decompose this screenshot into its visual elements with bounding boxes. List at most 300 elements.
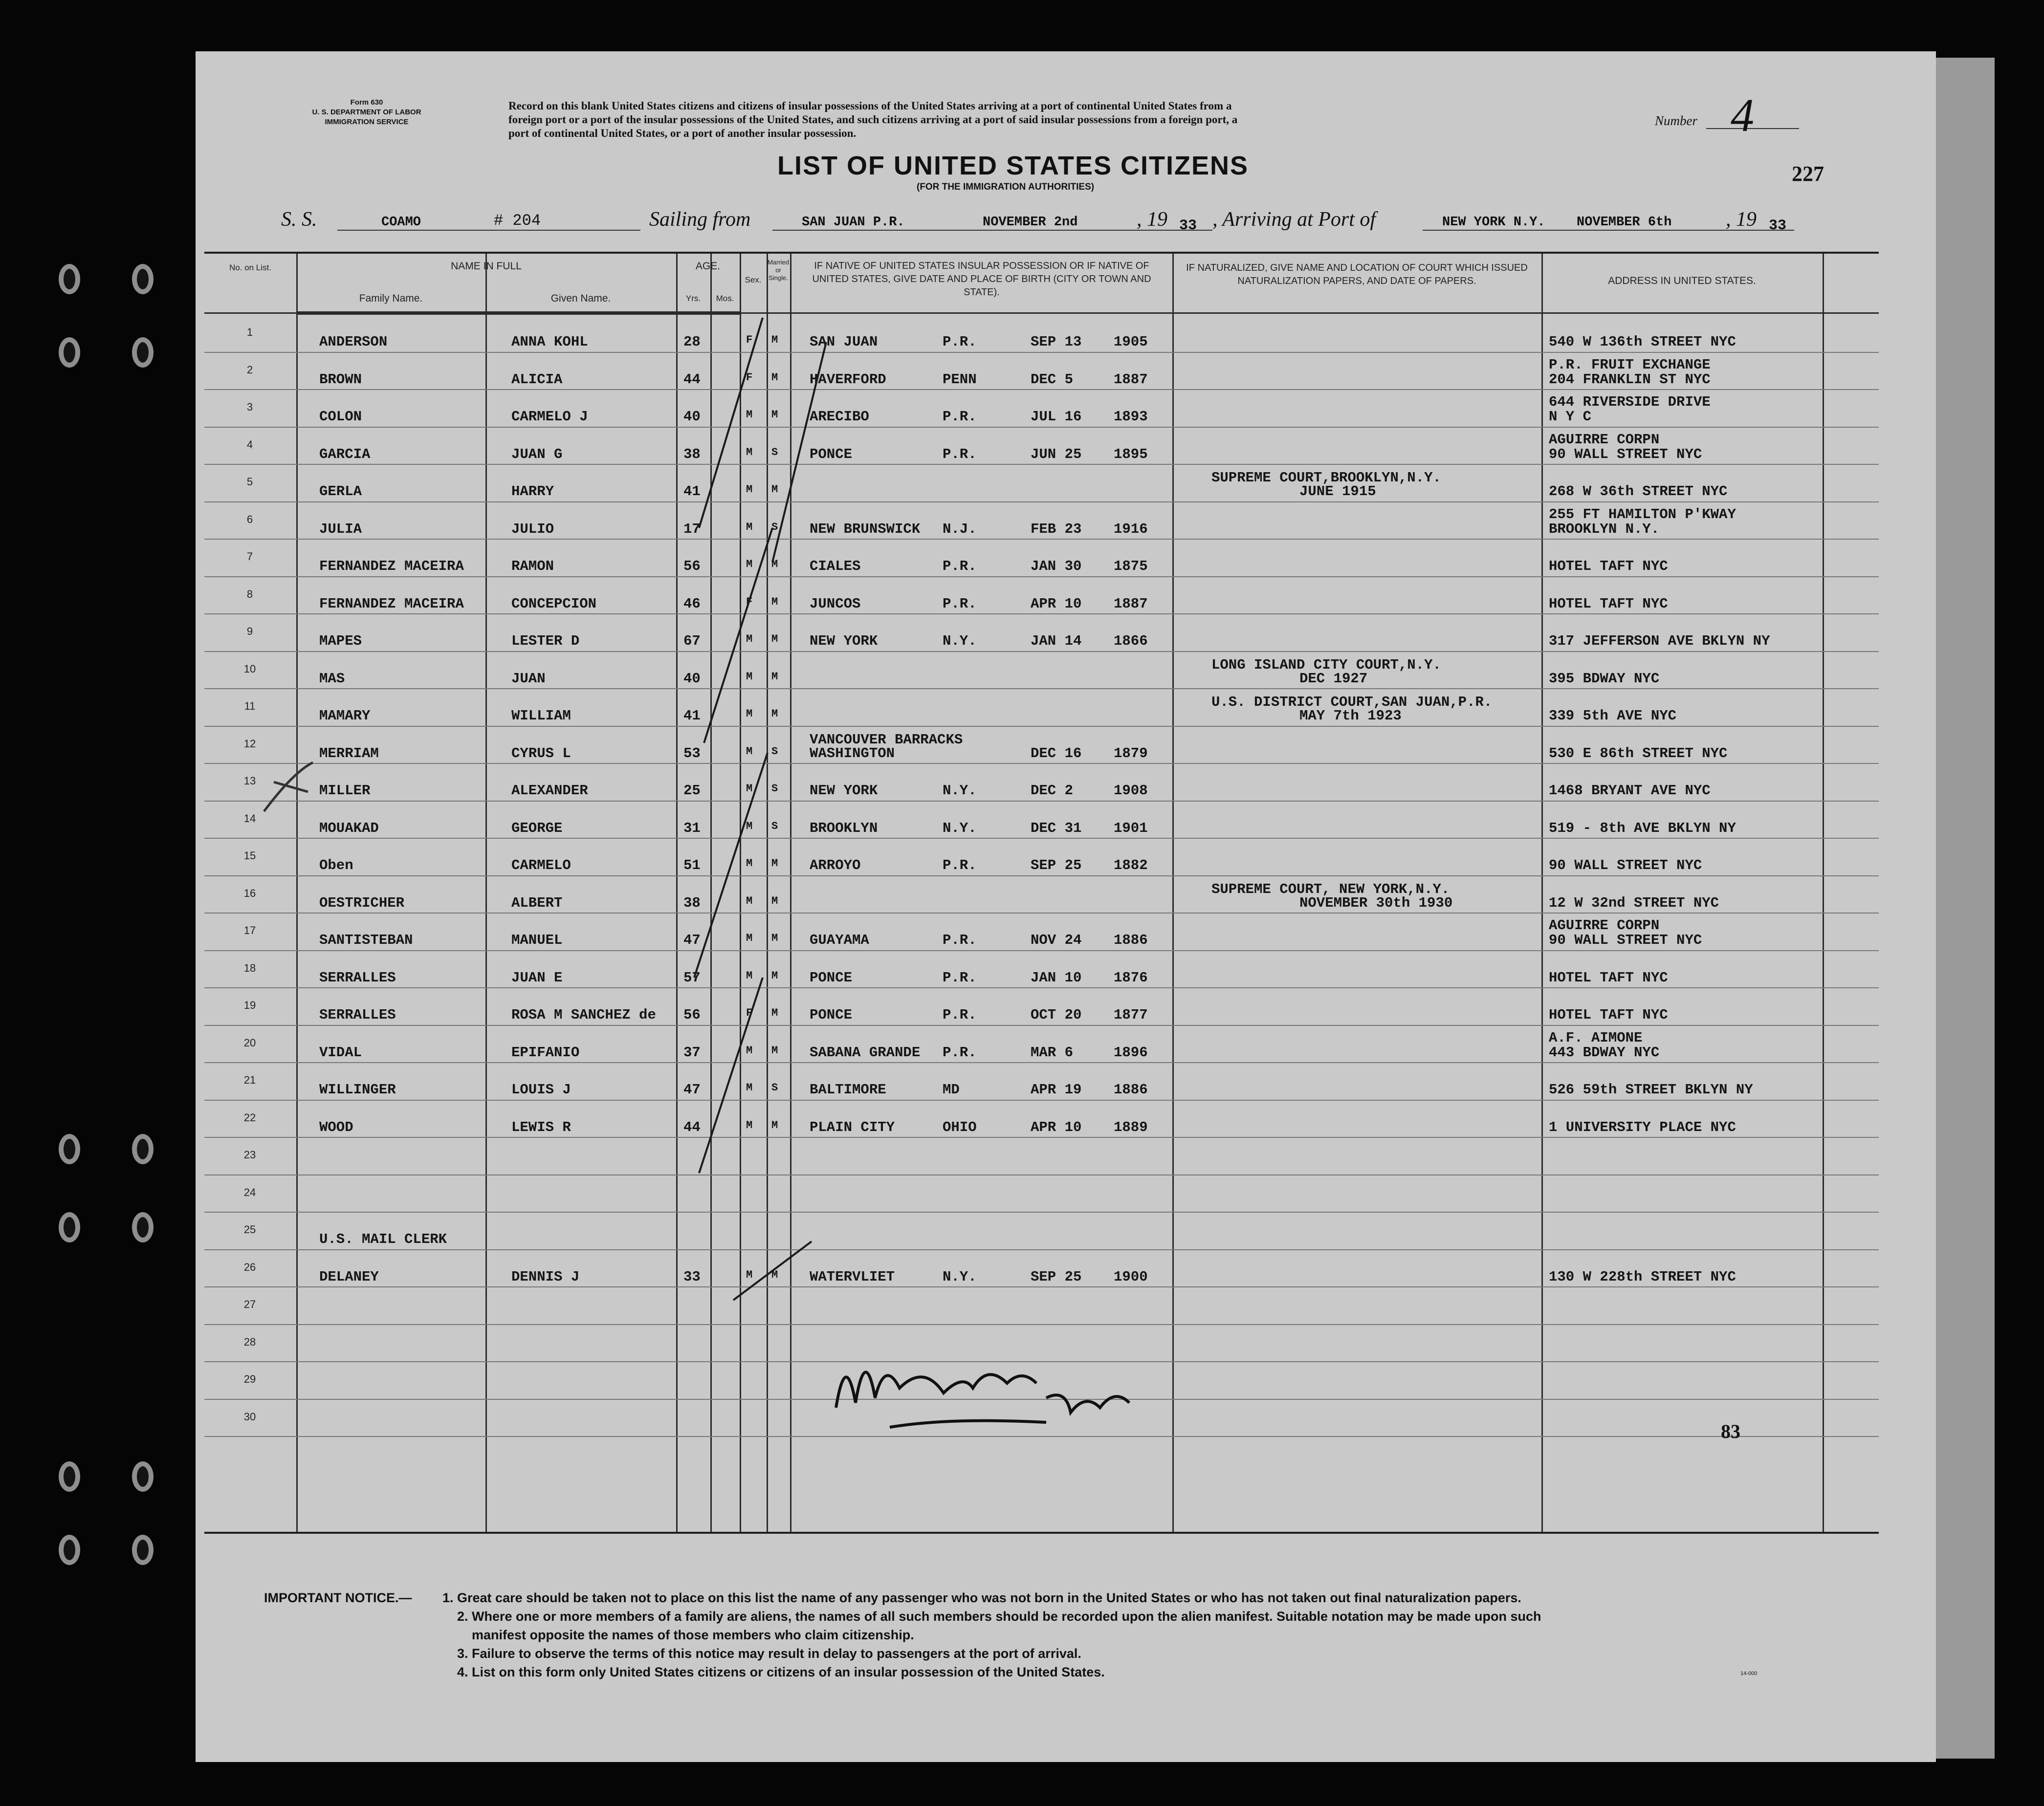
age-cell: 56 [683, 558, 701, 574]
birth-year-cell: 1916 [1114, 521, 1148, 537]
instructions-line-1: Record on this blank United States citizens and citizens of insular possessions of the United States arriving at a port of continental United States from a [508, 100, 1232, 112]
row-number: 7 [246, 550, 253, 563]
margin-scribble [264, 762, 313, 811]
address-line-1: 395 BDWAY NYC [1549, 670, 1660, 687]
birth-date-cell: JAN 10 [1031, 969, 1082, 986]
court-name-cell: LONG ISLAND CITY COURT,N.Y. [1211, 656, 1441, 673]
row-number: 25 [243, 1223, 256, 1236]
given-name-cell: LOUIS J [511, 1082, 571, 1098]
age-cell: 33 [683, 1268, 701, 1285]
instructions-line-2: foreign port or a port of the insular possessions of the United States, and such citizens arriving at a port of said insular possessions from a foreign port, a [508, 113, 1238, 126]
row-number: 15 [243, 849, 256, 862]
address-line-1: 317 JEFFERSON AVE BKLYN NY [1549, 633, 1770, 649]
row-number: 2 [246, 363, 253, 376]
age-cell: 46 [683, 595, 701, 612]
given-name-cell: CARMELO J [511, 409, 588, 425]
signature-strokes [836, 1372, 1129, 1427]
family-name-cell: FERNANDEZ MACEIRA [319, 595, 464, 612]
birth-state-cell: PENN [943, 371, 977, 388]
birth-city-cell: SAN JUAN [810, 334, 878, 350]
birth-state-cell: P.R. [943, 409, 977, 425]
row-number: 9 [246, 625, 253, 637]
age-cell: 25 [683, 783, 701, 799]
given-name-cell: CONCEPCION [511, 595, 597, 612]
list-number: 4 [1731, 89, 1754, 141]
given-name-cell: HARRY [511, 483, 554, 500]
arrival-port: NEW YORK N.Y. [1442, 215, 1545, 230]
col-header-birth: IF NATIVE OF UNITED STATES INSULAR POSSESSION OR IF NATIVE OF UNITED STATES, GIVE DATE AND PLACE OF BIRTH (CITY OR TOWN AND STATE). [812, 261, 1151, 298]
document-title: LIST OF UNITED STATES CITIZENS [777, 151, 1249, 180]
birth-state-cell: P.R. [943, 334, 977, 350]
birth-year-cell: 1908 [1114, 783, 1148, 799]
birth-city-cell: BROOKLYN [810, 820, 878, 836]
court-date-cell: NOVEMBER 30th 1930 [1299, 894, 1453, 911]
birth-date-cell: DEC 2 [1031, 783, 1074, 799]
marital-cell: M [771, 633, 778, 645]
marital-cell: S [771, 820, 778, 832]
birth-date-cell: OCT 20 [1031, 1007, 1082, 1023]
given-name-cell: EPIFANIO [511, 1044, 580, 1061]
family-name-cell: VIDAL [319, 1044, 362, 1061]
marital-cell: M [771, 409, 778, 421]
birth-date-cell: DEC 31 [1031, 820, 1082, 836]
birth-state-cell: P.R. [943, 558, 977, 574]
age-cell: 40 [683, 409, 701, 425]
col-header-age: AGE. [695, 261, 721, 272]
age-cell: 17 [683, 521, 701, 537]
court-date-cell: MAY 7th 1923 [1299, 708, 1402, 724]
birth-year-cell: 1893 [1114, 409, 1148, 425]
inspector-signature [826, 1329, 1144, 1457]
birth-city-cell: PONCE [810, 1007, 853, 1023]
row-number: 22 [243, 1111, 256, 1124]
row-number: 11 [244, 700, 256, 712]
given-name-cell: ALEXANDER [511, 783, 588, 799]
address-line-1: 130 W 228th STREET NYC [1549, 1268, 1736, 1285]
address-line-2: 90 WALL STREET NYC [1549, 446, 1702, 462]
sex-cell: M [746, 670, 753, 683]
birth-date-cell: FEB 23 [1031, 521, 1082, 537]
family-name-cell: GERLA [319, 483, 362, 500]
birth-state-cell: P.R. [943, 969, 977, 986]
given-name-cell: ALBERT [511, 894, 563, 911]
birth-date-cell: DEC 16 [1031, 745, 1082, 762]
birth-date-cell: DEC 5 [1031, 371, 1074, 388]
birth-date-cell: SEP 13 [1031, 334, 1082, 350]
given-name-cell: JUAN G [511, 446, 563, 462]
given-name-cell: LESTER D [511, 633, 580, 649]
family-name-cell: WILLINGER [319, 1082, 396, 1098]
family-name-cell: SANTISTEBAN [319, 932, 413, 948]
col-header-married: Married or Single. [767, 259, 790, 282]
sex-cell: F [746, 1007, 753, 1019]
address-line-1: AGUIRRE CORPN [1549, 431, 1660, 448]
row-number: 8 [246, 587, 253, 600]
birth-date-cell: APR 10 [1031, 595, 1082, 612]
col-header-family: Family Name. [359, 293, 423, 304]
col-header-no: No. on List. [229, 263, 271, 272]
age-cell: 41 [683, 708, 701, 724]
row-number: 5 [246, 476, 253, 488]
birth-city-cell: HAVERFORD [810, 371, 886, 388]
address-line-1: 644 RIVERSIDE DRIVE [1549, 394, 1711, 410]
family-name-cell: MAPES [319, 633, 362, 649]
address-line-1: 540 W 136th STREET NYC [1549, 334, 1736, 350]
notice-heading: IMPORTANT NOTICE.— [264, 1590, 412, 1605]
age-cell: 28 [683, 334, 701, 350]
address-line-1: 255 FT HAMILTON P'KWAY [1549, 506, 1736, 522]
birth-city-cell: ARECIBO [810, 409, 869, 425]
family-name-cell: COLON [319, 409, 362, 425]
given-name-cell: CYRUS L [511, 745, 571, 762]
page-number: 227 [1792, 162, 1824, 186]
row-number: 24 [243, 1186, 256, 1198]
arrival-date: NOVEMBER 6th [1577, 215, 1672, 230]
family-name-cell: MAS [319, 670, 345, 687]
birth-date-cell: APR 10 [1031, 1119, 1082, 1135]
family-name-cell: MERRIAM [319, 745, 379, 762]
age-cell: 67 [683, 633, 701, 649]
number-label: Number [1655, 113, 1697, 128]
ship-name: COAMO [381, 215, 421, 230]
birth-year-cell: 1905 [1114, 334, 1148, 350]
sailing-year: 33 [1179, 218, 1197, 234]
court-name-cell: SUPREME COURT,BROOKLYN,N.Y. [1211, 470, 1441, 486]
birth-year-cell: 1889 [1114, 1119, 1148, 1135]
row-number: 14 [243, 812, 256, 825]
birth-city-cell: VANCOUVER BARRACKS [810, 731, 963, 748]
address-line-1: HOTEL TAFT NYC [1549, 1007, 1668, 1023]
marital-cell: M [771, 932, 778, 944]
marital-cell: M [771, 483, 778, 496]
court-name-cell: U.S. DISTRICT COURT,SAN JUAN,P.R. [1211, 694, 1493, 710]
sex-cell: M [746, 783, 753, 795]
birth-city-cell: SABANA GRANDE [810, 1044, 921, 1061]
birth-city-cell: ARROYO [810, 857, 861, 873]
birth-state-cell: N.Y. [943, 633, 977, 649]
given-name-cell: JUAN [511, 670, 546, 687]
sailing-date: NOVEMBER 2nd [983, 215, 1078, 230]
sex-cell: F [746, 595, 753, 608]
sex-cell: M [746, 446, 753, 458]
address-line-1: 1468 BRYANT AVE NYC [1549, 783, 1711, 799]
given-name-cell: CARMELO [511, 857, 571, 873]
birth-state-cell: P.R. [943, 446, 977, 462]
address-line-1: 530 E 86th STREET NYC [1549, 745, 1728, 762]
col-header-given: Given Name. [550, 293, 611, 304]
marital-cell: M [771, 371, 778, 384]
sex-cell: F [746, 371, 753, 384]
sex-cell: M [746, 708, 753, 720]
sex-cell: M [746, 409, 753, 421]
birth-date-cell: APR 19 [1031, 1082, 1082, 1098]
given-name-cell: JULIO [511, 521, 554, 537]
birth-state-cell: N.Y. [943, 783, 977, 799]
instructions-line-3: port of continental United States, or a port of another insular possession. [508, 127, 857, 139]
birth-city-cell: GUAYAMA [810, 932, 869, 948]
birth-city-cell: BALTIMORE [810, 1082, 886, 1098]
address-line-1: HOTEL TAFT NYC [1549, 558, 1668, 574]
age-cell: 44 [683, 371, 701, 388]
row-number: 30 [243, 1410, 256, 1423]
birth-year-cell: 1882 [1114, 857, 1148, 873]
form-number: Form 630 [350, 98, 383, 107]
age-cell: 56 [683, 1007, 701, 1023]
row-number: 1 [246, 326, 253, 338]
sex-cell: M [746, 483, 753, 496]
age-cell: 53 [683, 745, 701, 762]
family-name-cell: BROWN [319, 371, 362, 388]
birth-year-cell: 1887 [1114, 371, 1148, 388]
sex-cell: M [746, 633, 753, 645]
sex-cell: M [746, 969, 753, 982]
marital-cell: M [771, 670, 778, 683]
birth-city-cell: CIALES [810, 558, 861, 574]
address-line-2: BROOKLYN N.Y. [1549, 521, 1660, 537]
voyage-number: # 204 [494, 212, 541, 230]
row-number: 16 [243, 887, 256, 899]
sex-cell: M [746, 820, 753, 832]
ss-label: S. S. [281, 208, 317, 231]
birth-date-cell: JUN 25 [1031, 446, 1082, 462]
birth-year-cell: 1896 [1114, 1044, 1148, 1061]
row-number: 26 [243, 1261, 256, 1273]
sex-cell: M [746, 857, 753, 870]
address-line-1: HOTEL TAFT NYC [1549, 595, 1668, 612]
age-cell: 38 [683, 894, 701, 911]
court-date-cell: DEC 1927 [1299, 670, 1368, 687]
marital-cell: S [771, 521, 778, 533]
birth-state-cell: P.R. [943, 1044, 977, 1061]
given-name-cell: ALICIA [511, 371, 563, 388]
birth-city-cell: JUNCOS [810, 595, 861, 612]
age-cell: 38 [683, 446, 701, 462]
address-line-1: 90 WALL STREET NYC [1549, 857, 1702, 873]
age-cell: 47 [683, 932, 701, 948]
birth-date-cell: JUL 16 [1031, 409, 1082, 425]
birth-year-cell: 1901 [1114, 820, 1148, 836]
marital-cell: M [771, 1268, 778, 1281]
marital-cell: S [771, 1082, 778, 1094]
family-name-cell: MAMARY [319, 708, 371, 724]
family-name-cell: WOOD [319, 1119, 353, 1135]
arrival-year: 33 [1769, 218, 1787, 234]
given-name-cell: ROSA M SANCHEZ de [511, 1007, 656, 1023]
given-name-cell: MANUEL [511, 932, 563, 948]
service-name: IMMIGRATION SERVICE [325, 118, 409, 126]
marital-cell: M [771, 595, 778, 608]
family-name-cell: MOUAKAD [319, 820, 379, 836]
family-name-cell: DELANEY [319, 1268, 379, 1285]
address-line-1: HOTEL TAFT NYC [1549, 969, 1668, 986]
notice-item-3: 3. Failure to observe the terms of this notice may result in delay to passengers at the port of arrival. [457, 1646, 1081, 1661]
birth-year-cell: 1866 [1114, 633, 1148, 649]
age-cell: 41 [683, 483, 701, 500]
marital-cell: M [771, 857, 778, 870]
birth-year-cell: 1877 [1114, 1007, 1148, 1023]
address-line-2: N Y C [1549, 409, 1592, 425]
row-number: 28 [243, 1335, 256, 1348]
address-line-2: 443 BDWAY NYC [1549, 1044, 1660, 1061]
form-code: 14-000 [1740, 1671, 1758, 1676]
row-number: 12 [243, 737, 256, 750]
notice-item-2b: manifest opposite the names of those members who claim citizenship. [472, 1628, 914, 1642]
age-cell: 40 [683, 670, 701, 687]
birth-date-cell: NOV 24 [1031, 932, 1082, 948]
marital-cell: M [771, 334, 778, 346]
marital-cell: S [771, 745, 778, 758]
family-name-cell: MILLER [319, 783, 371, 799]
notice-item-4: 4. List on this form only United States citizens or citizens of an insular possession of the United States. [457, 1665, 1105, 1679]
birth-state-cell: P.R. [943, 595, 977, 612]
birth-year-cell: 1887 [1114, 595, 1148, 612]
sex-cell: M [746, 1082, 753, 1094]
birth-year-cell: 1886 [1114, 1082, 1148, 1098]
sex-cell: F [746, 334, 753, 346]
birth-date-cell: SEP 25 [1031, 1268, 1082, 1285]
age-cell: 37 [683, 1044, 701, 1061]
row-number: 20 [243, 1036, 256, 1049]
age-cell: 44 [683, 1119, 701, 1135]
arrival-year-prefix: , 19 [1726, 208, 1757, 231]
family-name-cell: JULIA [319, 521, 362, 537]
birth-city-cell: PLAIN CITY [810, 1119, 895, 1135]
address-line-1: 12 W 32nd STREET NYC [1549, 894, 1719, 911]
marital-cell: M [771, 558, 778, 570]
birth-date-cell: MAR 6 [1031, 1044, 1074, 1061]
marital-cell: M [771, 894, 778, 907]
sex-cell: M [746, 1044, 753, 1057]
sex-cell: M [746, 932, 753, 944]
given-name-cell: DENNIS J [511, 1268, 580, 1285]
birth-city-cell: WATERVLIET [810, 1268, 895, 1285]
address-line-1: AGUIRRE CORPN [1549, 917, 1660, 934]
address-line-1: 526 59th STREET BKLYN NY [1549, 1082, 1753, 1098]
birth-date-cell: JAN 14 [1031, 633, 1082, 649]
birth-state-cell: OHIO [943, 1119, 977, 1135]
department-name: U. S. DEPARTMENT OF LABOR [312, 108, 421, 116]
marital-cell: M [771, 969, 778, 982]
birth-year-cell: 1879 [1114, 745, 1148, 762]
row-number: 3 [246, 401, 253, 413]
age-cell: 31 [683, 820, 701, 836]
sex-cell: M [746, 745, 753, 758]
row-number: 23 [243, 1149, 256, 1161]
given-name-cell: JUAN E [511, 969, 563, 986]
address-line-2: 204 FRANKLIN ST NYC [1549, 371, 1711, 388]
marital-cell: M [771, 1007, 778, 1019]
row-number: 18 [243, 961, 256, 974]
sex-cell: M [746, 1119, 753, 1131]
notice-item-2a: 2. Where one or more members of a family are aliens, the names of all such members should be recorded upon the alien manifest. Suitable notation may be made upon such [457, 1609, 1541, 1624]
address-line-1: 519 - 8th AVE BKLYN NY [1549, 820, 1736, 836]
court-date-cell: JUNE 1915 [1299, 483, 1376, 500]
family-name-cell: FERNANDEZ MACEIRA [319, 558, 464, 574]
sailing-label: Sailing from [649, 208, 751, 231]
age-cell: 51 [683, 857, 701, 873]
col-header-sex: Sex. [745, 275, 762, 284]
birth-city-cell: NEW YORK [810, 633, 878, 649]
birth-date-cell: JAN 30 [1031, 558, 1082, 574]
notice-item-1: 1. Great care should be taken not to place on this list the name of any passenger who was not born in the United States or who has not taken out final naturalization papers. [442, 1590, 1521, 1605]
col-header-name: NAME IN FULL [451, 261, 522, 272]
birth-city-cell: PONCE [810, 969, 853, 986]
birth-state-cell: N.J. [943, 521, 977, 537]
row-number: 17 [243, 924, 256, 936]
family-name-cell: SERRALLES [319, 1007, 396, 1023]
birth-year-cell: 1876 [1114, 969, 1148, 986]
birth-year-cell: 1886 [1114, 932, 1148, 948]
family-name-cell: ANDERSON [319, 334, 388, 350]
marital-cell: M [771, 1044, 778, 1057]
row-number: 4 [246, 438, 253, 451]
row-number: 19 [243, 999, 256, 1011]
age-cell: 57 [683, 969, 701, 986]
marital-cell: M [771, 1119, 778, 1131]
marital-cell: S [771, 446, 778, 458]
sex-cell: M [746, 521, 753, 533]
age-cell: 47 [683, 1082, 701, 1098]
address-line-1: P.R. FRUIT EXCHANGE [1549, 356, 1711, 373]
col-header-yrs: Yrs. [685, 294, 701, 303]
row-number: 10 [243, 662, 256, 675]
address-line-1: 268 W 36th STREET NYC [1549, 483, 1728, 500]
row-number: 21 [243, 1074, 256, 1086]
row-number: 13 [243, 775, 256, 787]
family-name-cell: GARCIA [319, 446, 371, 462]
row-number: 29 [243, 1373, 256, 1385]
sex-cell: M [746, 894, 753, 907]
birth-state-cell: N.Y. [943, 820, 977, 836]
birth-city-cell: NEW YORK [810, 783, 878, 799]
count-annotation: 83 [1721, 1420, 1740, 1442]
birth-city-cell: NEW BRUNSWICK [810, 521, 921, 537]
col-header-address: ADDRESS IN UNITED STATES. [1608, 275, 1756, 286]
sailing-year-prefix: , 19 [1137, 208, 1167, 231]
birth-state-cell: P.R. [943, 1007, 977, 1023]
row-number: 6 [246, 513, 253, 525]
given-name-cell: LEWIS R [511, 1119, 571, 1135]
given-name-cell: RAMON [511, 558, 554, 574]
given-name-cell: ANNA KOHL [511, 334, 588, 350]
address-line-1: 339 5th AVE NYC [1549, 708, 1677, 724]
family-name-cell: U.S. MAIL CLERK [319, 1231, 447, 1247]
birth-year-cell: 1895 [1114, 446, 1148, 462]
marital-cell: M [771, 708, 778, 720]
document-subtitle: (FOR THE IMMIGRATION AUTHORITIES) [917, 182, 1095, 192]
family-name-cell: Oben [319, 857, 353, 873]
col-header-mos: Mos. [716, 294, 734, 303]
birth-year-cell: 1875 [1114, 558, 1148, 574]
row-number: 27 [243, 1298, 256, 1310]
given-name-cell: GEORGE [511, 820, 563, 836]
family-name-cell: OESTRICHER [319, 894, 405, 911]
address-line-2: 90 WALL STREET NYC [1549, 932, 1702, 948]
col-header-naturalized: IF NATURALIZED, GIVE NAME AND LOCATION OF COURT WHICH ISSUED NATURALIZATION PAPERS, AND DATE OF PAPERS. [1186, 262, 1528, 286]
birth-date-cell: SEP 25 [1031, 857, 1082, 873]
birth-state-cell: N.Y. [943, 1268, 977, 1285]
birth-state-cell: WASHINGTON [810, 745, 895, 762]
court-name-cell: SUPREME COURT, NEW YORK,N.Y. [1211, 881, 1450, 897]
birth-city-cell: PONCE [810, 446, 853, 462]
birth-state-cell: P.R. [943, 932, 977, 948]
birth-state-cell: MD [943, 1082, 960, 1098]
address-line-1: 1 UNIVERSITY PLACE NYC [1549, 1119, 1736, 1135]
given-name-cell: WILLIAM [511, 708, 571, 724]
sex-cell: M [746, 1268, 753, 1281]
birth-state-cell: P.R. [943, 857, 977, 873]
check-mark-strokes [694, 318, 826, 1300]
